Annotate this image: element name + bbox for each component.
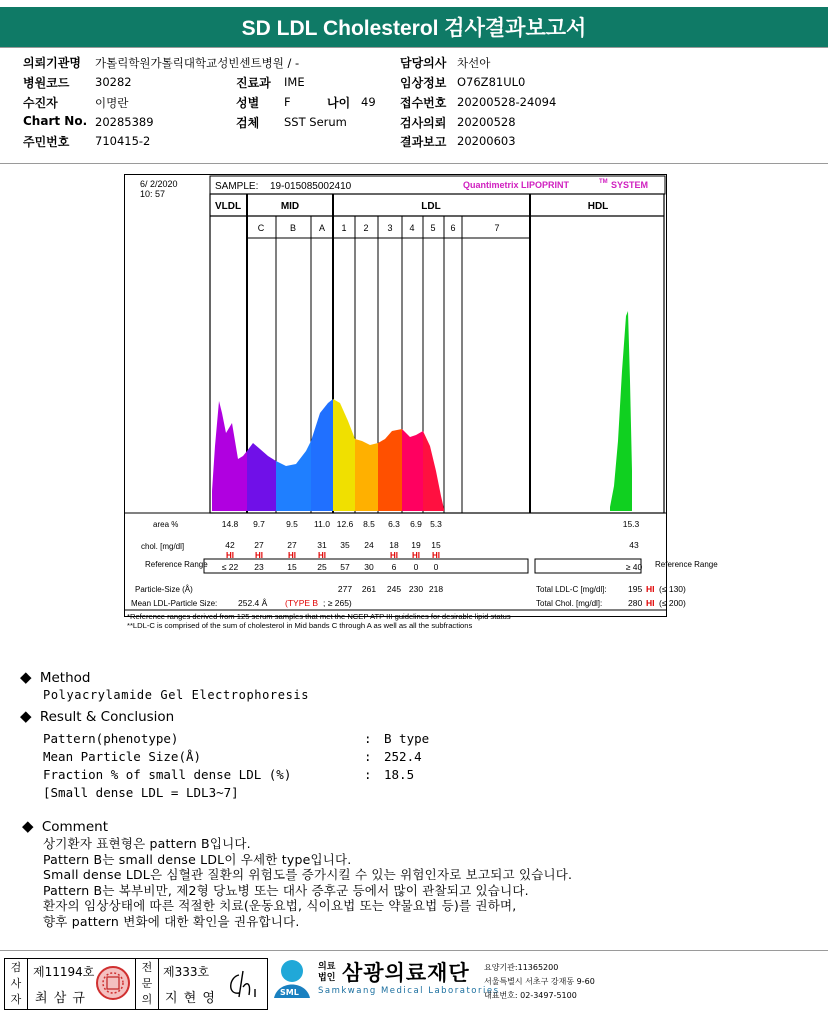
chol-hi-flag: HI [390,551,398,560]
band-label-1: 1 [341,223,347,233]
area-value: 6.3 [388,519,400,529]
diamond-bullet-icon: ◆ [20,668,32,686]
lipoprint-chart [125,175,718,630]
ref-value: 6 [391,562,397,572]
total-ldl-ref: (≤ 130) [659,584,686,594]
area-row-label: area % [153,520,179,529]
chol-value: 27 [287,540,297,550]
particle-size-value: 218 [428,584,444,594]
header-v1-row2: 이명란 [95,96,129,110]
header-v2-row3: SST Serum [284,115,347,129]
method-heading: Method [39,670,91,686]
chol-value: 35 [340,540,350,550]
header-l3-row0: 담당의사 [400,56,447,70]
total-chol-ref: (≤ 200) [659,598,686,608]
particle-size-value: 230 [408,584,424,594]
result-note: [Small dense LDL = LDL3~7] [43,785,239,800]
comment-line: 향후 pattern 변화에 대한 확인을 권유합니다. [43,913,300,929]
footer-divider [0,950,828,951]
header-l3-row2: 접수번호 [400,96,447,110]
ref-value: 15 [287,562,297,572]
examiner-license: 제11194호 [33,965,95,979]
result-item-value: 252.4 [384,749,422,764]
chol-hi-flag: HI [288,551,296,560]
mean-size-type: (TYPE B [285,598,319,608]
examiner-label-text: 검사자 [10,961,22,1006]
chol-value: 24 [364,540,374,550]
total-chol-label: Total Chol. [mg/dl]: [536,599,603,608]
ref-value: 0 [413,562,419,572]
org-phone: 대표번호: 02-3497-5100 [484,991,577,1000]
group-label-vldl: VLDL [214,201,242,212]
header-top-divider [0,47,828,48]
result-item-value: B type [384,731,430,746]
examiner-name: 최 삼 규 [35,991,86,1006]
comment-line: Pattern B는 복부비만, 제2형 당뇨병 또는 대사 증후군 등에서 많이 관찰되고 있습니다. [43,882,529,898]
org-name: 삼광의료재단 [342,961,470,985]
chart-time: 10: 57 [140,189,166,199]
area-value: 11.0 [314,519,330,529]
chol-value: 15 [431,540,441,550]
total-ldl-label: Total LDL-C [mg/dl]: [536,585,607,594]
mean-size-ref: ; ≥ 265) [323,598,352,608]
result-item-label: Pattern(phenotype) [43,731,179,746]
result-item-colon: : [364,749,372,764]
header-l3-row1: 임상정보 [400,76,447,90]
band-label-4: 4 [409,223,415,233]
specialist-signature-icon [225,967,265,1001]
age-label: 나이 [327,96,351,110]
diamond-bullet-icon: ◆ [22,817,34,835]
ref-row-label: Reference Range [145,560,208,569]
vldl-area [212,401,247,511]
footnote-1: *Reference ranges derived from 125 serum samples that met the NCEP ATP III guidelines for desirable lipid status [127,612,511,621]
ldl1-area [333,399,355,511]
result-heading: Result & Conclusion [39,709,175,725]
header-v1-row4: 710415-2 [95,134,151,148]
area-value: 8.5 [363,519,375,529]
band-label-5: 5 [430,223,436,233]
header-l1-row0: 의뢰기관명 [23,56,81,70]
result-item-label: Mean Particle Size(Å) [43,749,202,764]
ldl3-area [378,429,402,511]
org-code: 요양기관:11365200 [484,963,559,972]
age-value: 49 [361,95,376,109]
header-v3-row3: 20200528 [457,115,516,129]
sml-logo-text: SML [280,988,299,997]
ref-value: ≤ 22 [221,562,239,572]
chol-hi-flag: HI [318,551,326,560]
chart-date: 6/ 2/2020 [140,179,178,189]
specialist-name: 지 현 영 [165,991,216,1006]
chol-hi-flag: HI [412,551,420,560]
comment-line: Small dense LDL은 심혈관 질환의 위험도를 증가시킬 수 있는 위험인자로 보고되고 있습니다. [43,867,573,882]
total-ldl-value: 195 [628,584,643,594]
hdl-ref-value: ≥ 40 [625,562,643,572]
method-text: Polyacrylamide Gel Electrophoresis [43,688,310,702]
chol-value: 42 [225,540,235,550]
area-value: 9.5 [286,519,298,529]
sample-label: SAMPLE: [215,181,259,192]
particle-size-value: 245 [386,584,402,594]
header-v1-row1: 30282 [95,75,132,89]
header-v3-row0: 차선아 [457,56,491,70]
result-item-colon: : [364,767,372,782]
chol-hi-flag: HI [226,551,234,560]
mid-a-area [311,399,333,511]
ldl4-area [402,429,423,511]
chol-hi-flag: HI [432,551,440,560]
brand-name: Quantimetrix LIPOPRINT [463,180,570,190]
comment-heading-row [22,817,108,835]
result-item-label: Fraction % of small dense LDL (%) [43,767,292,782]
header-l2-row3: 검체 [236,116,260,130]
group-label-ldl: LDL [421,201,441,212]
area-value: 14.8 [221,519,239,529]
specialist-license: 제333호 [163,965,210,979]
ref-value: 23 [254,562,264,572]
ref-value: 57 [340,562,350,572]
examiner-label [5,959,28,1009]
ref-right-label: Reference Range [655,560,718,569]
org-address: 서울특별시 서초구 강재동 9-60 [484,977,595,986]
header-v1-row0: 가톨릭학원가톨릭대학교성빈센트병원 / - [95,56,300,70]
org-english-name: Samkwang Medical Laboratories [318,986,500,996]
brand-tm: TM [599,179,608,185]
particle-size-value: 261 [361,584,377,594]
ldl2-area [355,439,378,511]
ldl5-area [423,431,444,511]
particle-size-label: Particle-Size (Å) [135,585,193,594]
header-l1-row3: Chart No. [23,114,88,128]
result-item-value: 18.5 [384,767,415,782]
header-bottom-divider [0,163,828,164]
band-label-7: 7 [494,223,500,233]
area-value: 12.6 [336,519,354,529]
specialist-label-text: 전문의 [141,961,153,1006]
area-value: 5.3 [430,519,442,529]
header-l3-row3: 검사의뢰 [400,116,447,130]
header-v3-row4: 20200603 [457,134,516,148]
result-heading-row [20,707,174,725]
area-value: 9.7 [253,519,265,529]
header-v3-row2: 20200528-24094 [457,95,557,109]
total-ldl-flag: HI [646,584,655,594]
header-v3-row1: O76Z81UL0 [457,75,526,89]
header-l1-row4: 주민번호 [23,135,70,149]
header-l1-row1: 병원코드 [23,76,70,90]
sample-id: 19-015085002410 [270,181,352,192]
hdl-area-value: 15.3 [622,519,640,529]
header-v1-row3: 20285389 [95,115,154,129]
comment-heading: Comment [41,819,108,835]
band-label-c: C [257,223,265,233]
method-heading-row [20,668,90,686]
comment-line: 상기환자 표현형은 pattern B입니다. [43,836,251,851]
comment-line: 환자의 임상상태에 따른 적절한 치료(운동요법, 식이요법 또는 약물요법 등)를 권하며, [43,898,517,913]
group-label-mid: MID [280,201,300,212]
signature-box [4,958,268,1010]
chol-value: 19 [411,540,421,550]
header-l3-row4: 결과보고 [400,135,447,149]
comment-line: Pattern B는 small dense LDL이 우세한 type입니다. [43,851,352,867]
mid-c-area [247,443,276,511]
mean-size-value: 252.4 Å [238,598,268,608]
chol-value: 27 [254,540,264,550]
total-chol-value: 280 [628,598,643,608]
area-value: 6.9 [410,519,422,529]
header-l2-row2: 성별 [236,96,260,110]
specialist-label [135,959,159,1009]
header-v2-row1: IME [284,75,305,89]
mid-b-area [276,441,311,511]
lipoprint-report [124,174,718,630]
footnote-2: **LDL-C is comprised of the sum of cholesterol in Mid bands C through A as well as all the subfractions [127,621,473,630]
diamond-bullet-icon: ◆ [20,707,32,725]
band-label-2: 2 [363,223,369,233]
group-label-hdl: HDL [587,201,609,212]
band-label-a: A [318,223,326,233]
ref-value: 30 [364,562,374,572]
ref-value: 25 [317,562,327,572]
chol-row-label: chol. [mg/dl] [141,542,185,551]
sml-logo-icon [272,958,312,1002]
hdl-chol-value: 43 [629,540,639,550]
chol-value: 31 [317,540,327,550]
ref-value: 0 [433,562,439,572]
header-l1-row2: 수진자 [23,96,58,110]
chol-hi-flag: HI [255,551,263,560]
header-v2-row2: F [284,95,291,109]
band-label-3: 3 [387,223,393,233]
org-prefix: 의료법인 [318,962,336,983]
header-l2-row1: 진료과 [236,76,271,90]
band-label-6: 6 [450,223,456,233]
result-item-colon: : [364,731,372,746]
examiner-seal-icon [95,965,131,1001]
hdl-area [610,311,632,511]
mean-size-label: Mean LDL-Particle Size: [131,599,218,608]
report-title: SD LDL Cholesterol 검사결과보고서 [0,7,828,47]
band-label-b: B [289,223,297,233]
total-chol-flag: HI [646,598,655,608]
chol-value: 18 [389,540,399,550]
brand-suffix: SYSTEM [611,180,649,190]
particle-size-value: 277 [337,584,353,594]
